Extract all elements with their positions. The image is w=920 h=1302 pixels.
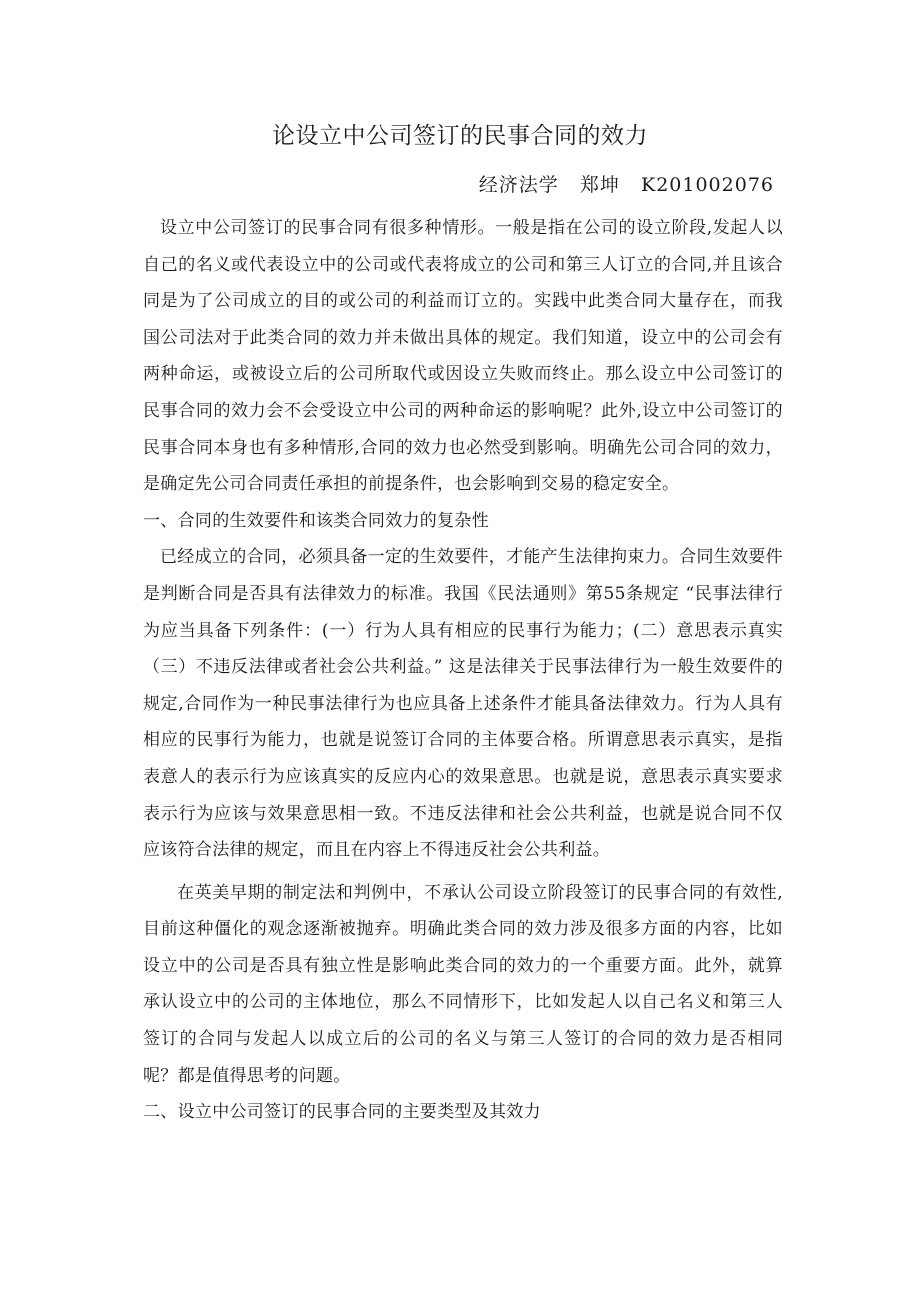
document-body [143,210,783,1131]
author-line: 经济法学 郑坤 K201002076 [478,174,774,196]
paragraph-anglo-american-law: 在英美早期的制定法和判例中，不承认公司设立阶段签订的民事合同的有效性,目前这种僵化的观念逐渐被抛弃。明确此类合同的效力涉及很多方面的内容，比如设立中的公司是否具有独立性是影响此类合同的效力的一个重要方面。此外，就算承认设立中的公司的主体地位，那么不同情形下，比如发起人以自己名义和第三人签订的合同与发起人以成立后的公司的名义与第三人签订的合同的效力是否相同呢？都是值得思考的问题。 [143,882,783,1086]
document-title: 论设立中公司签订的民事合同的效力 [272,123,648,149]
paragraph-intro: 设立中公司签订的民事合同有很多种情形。一般是指在公司的设立阶段,发起人以自己的名义或代表设立中的公司或代表将成立的公司和第三人订立的合同,并且该合同是为了公司成立的目的或公司的利益而订立的。实践中此类合同大量存在，而我国公司法对于此类合同的效力并未做出具体的规定。我们知道，设立中的公司会有两种命运，或被设立后的公司所取代或因设立失败而终止。那么设立中公司签订的民事合同的效力会不会受设立中公司的两种命运的影响呢？此外,设立中公司签订的民事合同本身也有多种情形,合同的效力也必然受到影响。明确先公司合同的效力，是确定先公司合同责任承担的前提条件，也会影响到交易的稳定安全。 [143,218,783,495]
paragraph-validity-requirements: 已经成立的合同，必须具备一定的生效要件，才能产生法律拘束力。合同生效要件是判断合同是否具有法律效力的标准。我国《民法通则》第55条规定 “民事法律行为应当具备下列条件：(一）行为人具有相应的民事行为能力；(二）意思表示真实（三）不违反法律或者社会公共利益。” 这是法律关于民事法律行为一般生效要件的规定,合同作为一种民事法律行为也应具备上述条件才能具备法律效力。行为人具有相应的民事行为能力，也就是说签订合同的主体要合格。所谓意思表示真实，是指表意人的表示行为应该真实的反应内心的效果意思。也就是说，意思表示真实要求表示行为应该与效果意思相一致。不违反法律和社会公共利益，也就是说合同不仅应该符合法律的规定，而且在内容上不得违反社会公共利益。 [143,547,783,861]
section-heading-2: 二、设立中公司签订的民事合同的主要类型及其效力 [143,1102,541,1123]
section-heading-1: 一、合同的生效要件和该类合同效力的复杂性 [143,510,489,531]
